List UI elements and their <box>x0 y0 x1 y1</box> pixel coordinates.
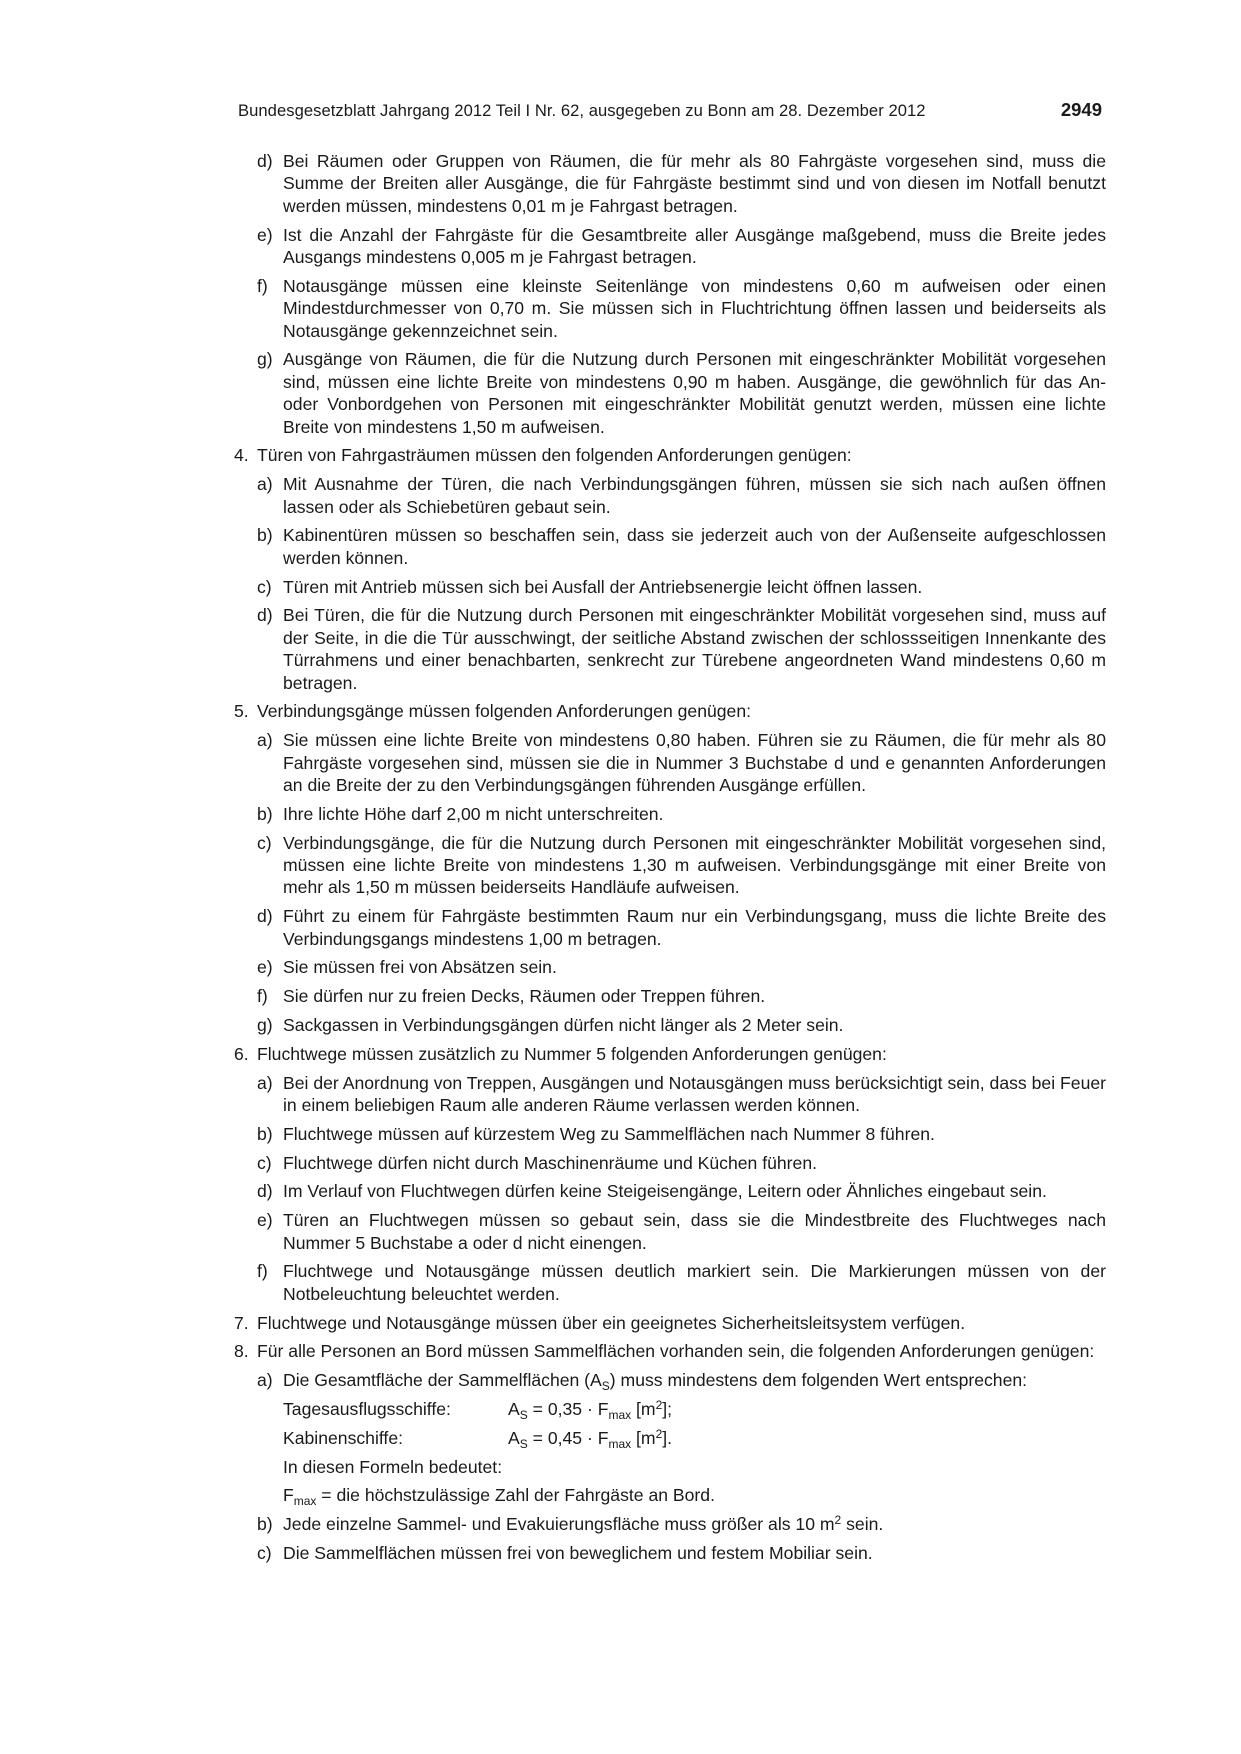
item-label: a) <box>257 474 273 495</box>
item-label: a) <box>257 730 273 751</box>
legend-definition <box>234 1484 1106 1509</box>
item-6 <box>234 1043 1106 1065</box>
formula-mid: = 0,45 · F <box>527 1427 609 1448</box>
item-label: b) <box>257 1514 273 1535</box>
item-label: f) <box>257 1261 268 1282</box>
item-text-after: sein. <box>841 1514 884 1535</box>
item-3g <box>234 348 1106 438</box>
item-text: Bei Räumen oder Gruppen von Räumen, die für mehr als 80 Fahrgäste vorgesehen sind, muss die Summe der Breiten aller Ausgänge, die für Fahrgäste bestimmt sind und von diesen im Notfall benutzt werden müssen, mindestens 0,01 m je Fahrgast betragen. <box>283 151 1106 216</box>
item-8c <box>234 1542 1106 1564</box>
item-label: c) <box>257 576 272 597</box>
subscript: S <box>519 1408 528 1423</box>
item-text: Bei der Anordnung von Treppen, Ausgängen und Notausgängen muss berücksichtigt sein, dass bei Feuer in einem beliebigen Raum alle anderen Räume verlassen werden können. <box>283 1072 1106 1116</box>
item-4b <box>234 524 1106 569</box>
item-4d <box>234 604 1106 694</box>
formula-unit-close: ]. <box>662 1427 673 1448</box>
item-text: Ist die Anzahl der Fahrgäste für die Gesamtbreite aller Ausgänge maßgebend, muss die Breite jedes Ausgangs mindestens 0,005 m je Fahrgast betragen. <box>283 224 1106 268</box>
legend-symbol: F <box>283 1485 294 1506</box>
item-8b <box>234 1513 1106 1535</box>
item-text: Sie müssen frei von Absätzen sein. <box>283 957 557 978</box>
item-label: 4. <box>234 445 249 466</box>
item-label: f) <box>257 275 268 296</box>
item-label: c) <box>257 832 272 853</box>
item-text: Fluchtwege müssen zusätzlich zu Nummer 5 folgenden Anforderungen genügen: <box>257 1043 887 1064</box>
item-4a <box>234 473 1106 518</box>
formula-expression <box>508 1427 672 1449</box>
item-text: Bei Türen, die für die Nutzung durch Personen mit eingeschränkter Mobilität vorgesehen sind, muss auf der Seite, in die die Tür ausschwingt, der seitliche Abstand zwischen der schlossseitigen Innenkante des Türrahmens und einer benachbarten, senkrecht zur Türebene angeordneten Wand mindestens 0,60 m betragen. <box>283 605 1106 693</box>
item-5g <box>234 1014 1106 1036</box>
formula-symbol: A <box>508 1427 520 1448</box>
item-label: d) <box>257 151 273 171</box>
item-text-before: Die Gesamtfläche der Sammelflächen (A <box>283 1370 602 1391</box>
item-5c <box>234 832 1106 899</box>
item-text: Fluchtwege müssen auf kürzestem Weg zu Sammelflächen nach Nummer 8 führen. <box>283 1123 935 1144</box>
item-label: e) <box>257 1210 273 1231</box>
formula-unit-close: ]; <box>662 1399 673 1420</box>
item-text: Für alle Personen an Bord müssen Sammelflächen vorhanden sein, die folgenden Anforderungen genügen: <box>257 1341 1095 1362</box>
item-text: Fluchtwege und Notausgänge müssen deutlich markiert sein. Die Markierungen müssen von der Notbeleuchtung beleuchtet werden. <box>283 1261 1106 1304</box>
item-label: 7. <box>234 1312 249 1333</box>
subscript: max <box>608 1408 632 1423</box>
item-text: Verbindungsgänge, die für die Nutzung durch Personen mit eingeschränkter Mobilität vorgesehen sind, müssen eine lichte Breite von mindestens 1,30 m aufweisen. Verbindungsgänge mit einer Breite von mehr als 1,50 m müssen beiderseits Handläufe aufweisen. <box>283 832 1106 898</box>
formula-symbol: A <box>508 1399 520 1420</box>
superscript: 2 <box>655 1426 663 1441</box>
item-text: Türen an Fluchtwegen müssen so gebaut sein, dass sie die Mindestbreite des Fluchtweges nach Nummer 5 Buchstabe a oder d nicht einengen. <box>283 1210 1106 1253</box>
item-label: c) <box>257 1543 272 1563</box>
item-3e <box>234 224 1106 269</box>
item-text: Die Sammelflächen müssen frei von beweglichem und festem Mobiliar sein. <box>283 1543 873 1563</box>
item-label: 5. <box>234 701 249 722</box>
item-label: b) <box>257 803 273 824</box>
item-text: Ihre lichte Höhe darf 2,00 m nicht unterschreiten. <box>283 803 664 824</box>
item-text: Türen mit Antrieb müssen sich bei Ausfall der Antriebsenergie leicht öffnen lassen. <box>283 576 923 597</box>
item-5d <box>234 905 1106 950</box>
item-4c <box>234 576 1106 598</box>
item-label: d) <box>257 605 273 626</box>
item-text: Fluchtwege dürfen nicht durch Maschinenräume und Küchen führen. <box>283 1152 817 1173</box>
formula-day-trip <box>234 1398 1106 1423</box>
subscript: S <box>601 1379 610 1394</box>
item-text: Im Verlauf von Fluchtwegen dürfen keine Steigeisengänge, Leitern oder Ähnliches eingebaut sein. <box>283 1181 1047 1202</box>
item-text: Notausgänge müssen eine kleinste Seitenlänge von mindestens 0,60 m aufweisen oder einen Mindestdurchmesser von 0,70 m. Sie müssen sich in Fluchtrichtung öffnen lassen und beiderseits als Notausgänge gekennzeichnet sein. <box>283 275 1106 341</box>
item-label: g) <box>257 349 273 370</box>
item-6c <box>234 1152 1106 1174</box>
item-6e <box>234 1209 1106 1254</box>
item-7 <box>234 1312 1106 1334</box>
item-label: d) <box>257 1181 273 1202</box>
item-8a <box>234 1369 1106 1394</box>
item-text-before: Jede einzelne Sammel- und Evakuierungsfläche muss größer als 10 m <box>283 1514 835 1535</box>
item-text: Führt zu einem für Fahrgäste bestimmten Raum nur ein Verbindungsgang, muss die lichte Breite des Verbindungsgangs mindestens 1,00 m betragen. <box>283 906 1106 949</box>
item-6a <box>234 1072 1106 1117</box>
page-number: 2949 <box>1060 99 1102 120</box>
item-label: d) <box>257 906 273 927</box>
item-3d <box>234 150 1106 217</box>
item-8 <box>234 1340 1106 1362</box>
item-3f <box>234 275 1106 342</box>
subscript: S <box>519 1436 528 1451</box>
item-label: e) <box>257 957 273 978</box>
formula-mid: = 0,35 · F <box>527 1399 609 1420</box>
item-text: Kabinentüren müssen so beschaffen sein, dass sie jederzeit auch von der Außenseite aufgeschlossen werden können. <box>283 525 1106 568</box>
item-text: Ausgänge von Räumen, die für die Nutzung durch Personen mit eingeschränkter Mobilität vorgesehen sind, müssen eine lichte Breite von mindestens 0,90 m haben. Ausgänge, die gewöhnlich für das An- oder Vonbordgehen von Personen mit eingeschränkter Mobilität genutzt werden, müssen eine lichte Breite von mindestens 1,50 m aufweisen. <box>283 349 1106 437</box>
item-5e <box>234 956 1106 978</box>
formula-expression <box>508 1398 673 1423</box>
superscript: 2 <box>655 1398 663 1413</box>
formula-label: Kabinenschiffe: <box>283 1427 403 1448</box>
page-header <box>238 101 1102 129</box>
item-label: 6. <box>234 1043 249 1064</box>
superscript: 2 <box>834 1513 842 1528</box>
item-label: a) <box>257 1370 273 1391</box>
item-label: g) <box>257 1015 273 1036</box>
item-6d <box>234 1180 1106 1202</box>
item-5b <box>234 803 1106 825</box>
legend-text: = die höchstzulässige Zahl der Fahrgäste an Bord. <box>316 1485 715 1506</box>
item-label: f) <box>257 986 268 1007</box>
subscript: max <box>608 1436 632 1451</box>
item-label: e) <box>257 224 273 245</box>
document-body <box>234 150 1106 1571</box>
item-label: b) <box>257 525 273 546</box>
item-5f <box>234 985 1106 1007</box>
formula-label: Tagesausflugsschiffe: <box>283 1399 451 1420</box>
legend-intro: In diesen Formeln bedeutet: <box>283 1456 503 1477</box>
item-text: Mit Ausnahme der Türen, die nach Verbindungsgängen führen, müssen sie sich nach außen öffnen lassen oder als Schiebetüren gebaut sein. <box>283 474 1106 517</box>
item-label: c) <box>257 1152 272 1173</box>
item-text: Sie dürfen nur zu freien Decks, Räumen oder Treppen führen. <box>283 986 766 1007</box>
item-6b <box>234 1123 1106 1145</box>
item-6f <box>234 1260 1106 1305</box>
item-text: Fluchtwege und Notausgänge müssen über ein geeignetes Sicherheitsleitsystem verfügen. <box>257 1312 966 1333</box>
item-5a <box>234 729 1106 796</box>
formula-unit-open: [m <box>631 1399 656 1420</box>
item-4 <box>234 444 1106 466</box>
formula-cabin <box>234 1427 1106 1449</box>
item-text: Sie müssen eine lichte Breite von mindestens 0,80 haben. Führen sie zu Räumen, die für mehr als 80 Fahrgäste vorgesehen sind, müssen sie die in Nummer 3 Buchstabe d und e genannten Anforderungen an die Breite der zu den Verbindungsgängen führenden Ausgänge erfüllen. <box>283 730 1106 796</box>
running-title: Bundesgesetzblatt Jahrgang 2012 Teil I Nr. 62, ausgegeben zu Bonn am 28. Dezember 2012 <box>238 101 926 120</box>
item-label: b) <box>257 1123 273 1144</box>
item-5 <box>234 700 1106 722</box>
item-label: 8. <box>234 1341 249 1362</box>
subscript: max <box>293 1494 317 1509</box>
item-text: Verbindungsgänge müssen folgenden Anforderungen genügen: <box>257 701 752 722</box>
item-text: Türen von Fahrgasträumen müssen den folgenden Anforderungen genügen: <box>257 445 852 466</box>
item-label: a) <box>257 1072 273 1093</box>
item-text-after: ) muss mindestens dem folgenden Wert entsprechen: <box>609 1370 1028 1391</box>
item-text: Sackgassen in Verbindungsgängen dürfen nicht länger als 2 Meter sein. <box>283 1015 844 1036</box>
formula-unit-open: [m <box>631 1427 656 1448</box>
